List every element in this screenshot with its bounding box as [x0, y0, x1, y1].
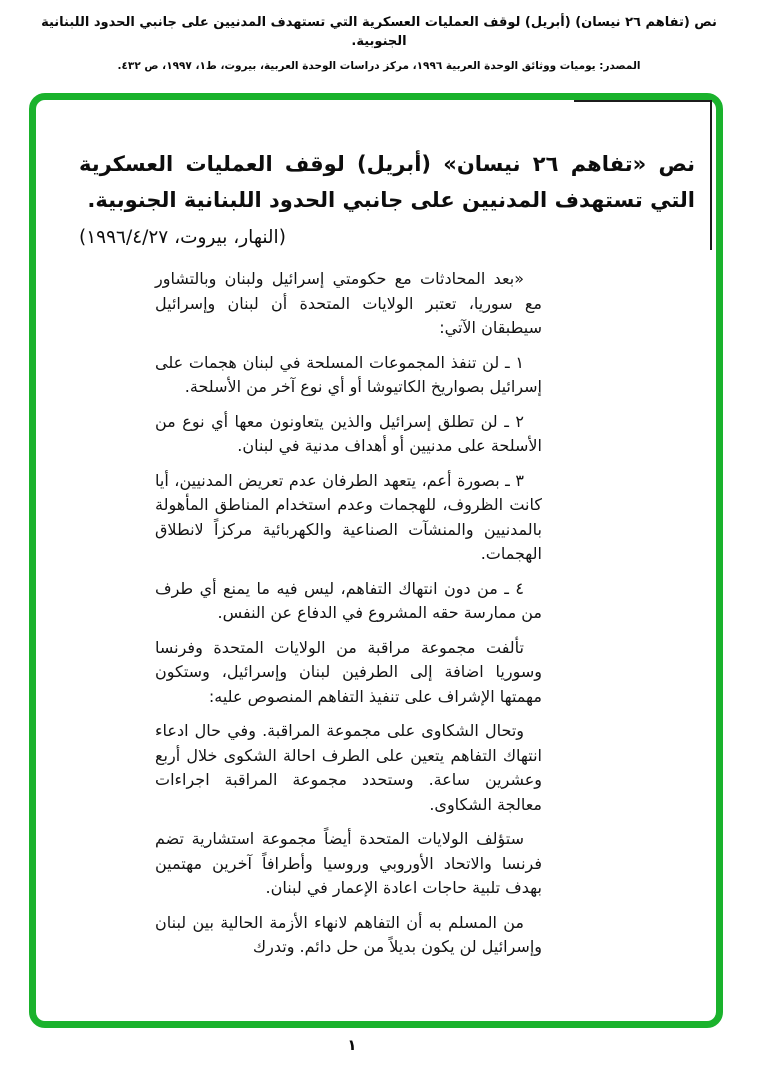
page-header [0, 0, 758, 72]
scan-artifact-line-horizontal [574, 100, 712, 102]
paragraph-closing: من المسلم به أن التفاهم لانهاء الأزمة الحالية بين لبنان وإسرائيل لن يكون بديلاً من حل دائم. وتدرك [155, 912, 542, 956]
header-title-text: نص (تفاهم ٢٦ نيسان) (أبريل) لوقف العمليات العسكرية التي تستهدف المدنيين على جانبي الحدود اللبنانية الجنوبية. [41, 15, 717, 49]
paragraph-item-4: ٤ ـ من دون انتهاك التفاهم، ليس فيه ما يمنع أي طرف من ممارسة حقه المشروع في الدفاع عن النفس. [155, 578, 542, 622]
paragraph-consultative-group: ستؤلف الولايات المتحدة أيضاً مجموعة استشارية تضم فرنسا والاتحاد الأوروبي وروسيا وأطرافاً آخرين مهتمين بهدف تلبية حاجات اعادة الإعمار في لبنان. [155, 829, 542, 897]
paragraph-complaints: وتحال الشكاوى على مجموعة المراقبة. وفي حال ادعاء انتهاك التفاهم يتعين على الطرف احالة الشكوى خلال أربع وعشرين ساعة. وستحدد مجموعة المراقبة اجراءات معالجة الشكاوى. [155, 721, 542, 814]
paragraph-monitoring-group: تألفت مجموعة مراقبة من الولايات المتحدة وفرنسا وسوريا اضافة إلى الطرفين لبنان وإسرائيل، وستكون مهمتها الإشراف على تنفيذ التفاهم المنصوص عليه: [155, 637, 542, 706]
document-body [155, 267, 542, 960]
scan-artifact-line-vertical [710, 100, 712, 250]
paragraph-item-2: ٢ ـ لن تطلق إسرائيل والذين يتعاونون معها أي نوع من الأسلحة على مدنيين أو أهداف مدنية في لبنان. [155, 411, 542, 455]
document-border-box [29, 93, 723, 1028]
document-citation: (النهار، بيروت، ١٩٩٦/٤/٢٧) [79, 227, 286, 248]
page-number: ١ [347, 1036, 357, 1054]
header-source-text: المصدر: يوميات ووثائق الوحدة العربية ١٩٩٦، مركز دراسات الوحدة العربية، بيروت، ط١، ١٩٩٧، ص ٤٣٢. [117, 60, 641, 72]
paragraph-item-3: ٣ ـ بصورة أعم، يتعهد الطرفان عدم تعريض المدنيين، أيا كانت الظروف، للهجمات وعدم استخدام المناطق المأهولة بالمدنيين والمنشآت الصناعية والكهربائية مركزاً لانطلاق الهجمات. [155, 470, 542, 563]
paragraph-intro: «بعد المحادثات مع حكومتي إسرائيل ولبنان وبالتشاور مع سوريا، تعتبر الولايات المتحدة أن لبنان وإسرائيل سيطبقان الآتي: [155, 269, 542, 337]
paragraph-item-1: ١ ـ لن تنفذ المجموعات المسلحة في لبنان هجمات على إسرائيل بصواريخ الكاتيوشا أو أي نوع آخر من الأسلحة. [155, 352, 542, 396]
document-title: نص «تفاهم ٢٦ نيسان» (أبريل) لوقف العمليات العسكرية التي تستهدف المدنيين على جانبي الحدود اللبنانية الجنوبية. [79, 152, 696, 212]
